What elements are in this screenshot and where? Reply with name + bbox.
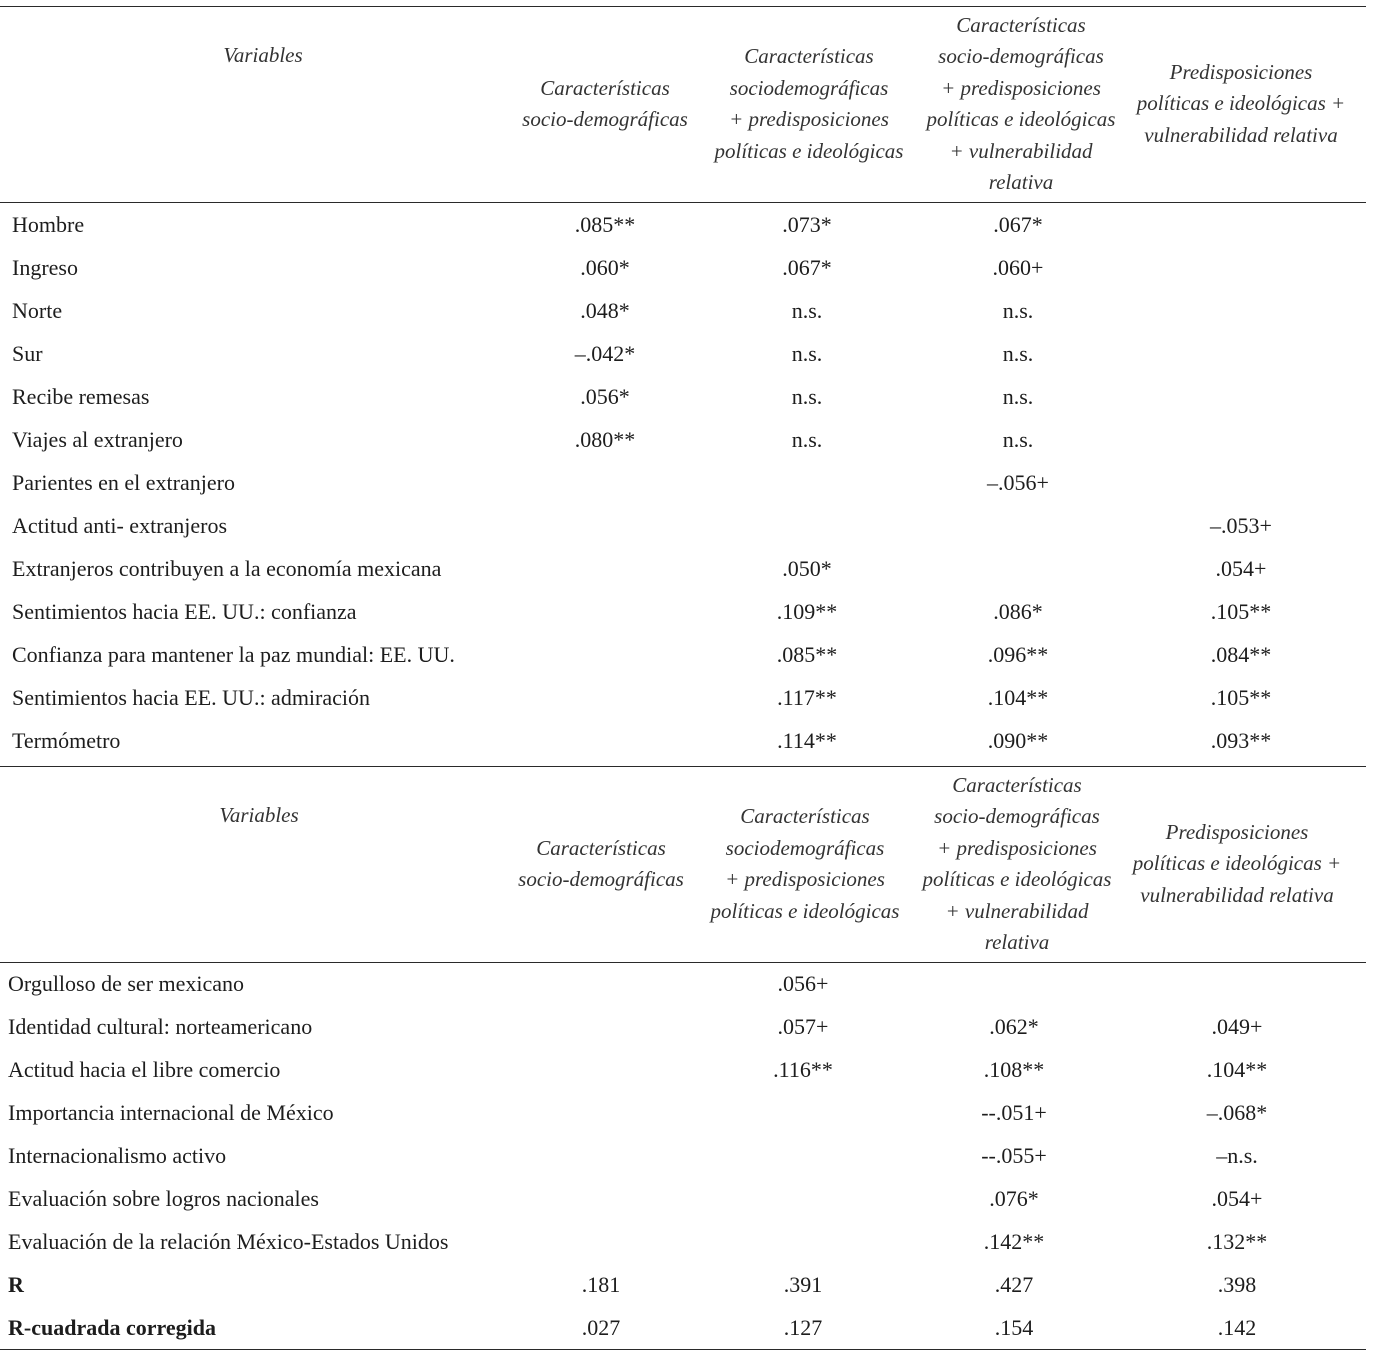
cell-col1: .060*	[580, 255, 630, 280]
row-label: Sentimientos hacia EE. UU.: confianza	[12, 599, 357, 624]
cell-col4: .105**	[1210, 685, 1272, 710]
stats-row-r-squared	[0, 1309, 1366, 1352]
header-line: socio-demográficas	[518, 867, 684, 891]
cell-col2: .391	[783, 1272, 823, 1297]
header-line: Características	[952, 772, 1082, 797]
header-col-political-plus-vulnerability	[1128, 6, 1354, 202]
header-line: + predisposiciones	[937, 835, 1097, 860]
row-label: Internacionalismo activo	[8, 1143, 227, 1168]
header-line: Características	[540, 75, 670, 100]
cell-col3: –.056+	[987, 470, 1049, 495]
row-label: R	[8, 1272, 24, 1297]
cell-col4: .142	[1217, 1315, 1257, 1340]
row-label: Recibe remesas	[12, 384, 150, 409]
table-row	[0, 1223, 1366, 1266]
cell-col4: .093**	[1210, 728, 1272, 753]
row-label: R-cuadrada corregida	[8, 1315, 216, 1340]
header-line: + vulnerabilidad	[945, 898, 1089, 923]
cell-col4: .049+	[1211, 1014, 1263, 1039]
cell-col3: .086*	[993, 599, 1043, 624]
cell-col3: .427	[994, 1272, 1034, 1297]
cell-col2: .114**	[777, 728, 837, 753]
header-line: políticas e ideológicas	[926, 107, 1116, 131]
cell-col3: .067*	[993, 212, 1043, 237]
header-line: Predisposiciones	[1169, 59, 1313, 84]
cell-col2: .116**	[773, 1057, 833, 1082]
cell-col1: .056*	[580, 384, 630, 409]
cell-col3: .076*	[989, 1186, 1039, 1211]
table-row	[0, 550, 1366, 593]
cell-col4: .084**	[1210, 642, 1272, 667]
row-label: Identidad cultural: norteamericano	[8, 1014, 313, 1039]
row-label: Actitud hacia el libre comercio	[8, 1057, 281, 1082]
header-line: + predisposiciones	[725, 867, 885, 891]
table-row	[0, 378, 1366, 421]
table-row	[0, 335, 1366, 378]
cell-col3: .108**	[983, 1057, 1045, 1082]
table-header	[0, 6, 1366, 202]
cell-col2: .117**	[777, 685, 837, 710]
cell-col2: .050*	[782, 556, 832, 581]
row-label: Evaluación sobre logros nacionales	[8, 1186, 319, 1211]
header-line: + vulnerabilidad	[949, 138, 1093, 163]
cell-col4: –.053+	[1210, 513, 1272, 538]
header-line: políticas e ideológicas +	[1132, 851, 1342, 876]
cell-col2: .085**	[776, 642, 838, 667]
row-label: Sentimientos hacia EE. UU.: admiración	[12, 685, 371, 710]
row-label: Viajes al extranjero	[12, 427, 183, 452]
cell-col2: n.s.	[791, 427, 823, 452]
header-col-sociodemographic	[500, 6, 710, 202]
table-row	[0, 636, 1366, 679]
cell-col2: .073*	[782, 212, 832, 237]
header-line: políticas e ideológicas	[922, 867, 1112, 891]
cell-col3: .060+	[992, 255, 1044, 280]
header-rule	[0, 202, 1366, 203]
cell-col3: --.051+	[981, 1100, 1047, 1125]
cell-col3: .142**	[983, 1229, 1045, 1254]
header-variables: Variables	[223, 43, 303, 67]
header-col-socio-plus-political	[706, 6, 912, 202]
cell-col4: –.068*	[1206, 1100, 1268, 1125]
row-label: Evaluación de la relación México-Estados Unidos	[8, 1229, 449, 1254]
table-row	[0, 507, 1366, 550]
header-variables: Variables	[219, 803, 299, 827]
header-line: políticas e ideológicas	[710, 898, 900, 923]
header-line: relativa	[984, 930, 1050, 954]
header-line: socio-demográficas	[522, 107, 688, 131]
cell-col2: n.s.	[791, 341, 823, 366]
table-row	[0, 1137, 1366, 1180]
cell-col1: .080**	[574, 427, 636, 452]
cell-col3: --.055+	[981, 1143, 1047, 1168]
header-line: políticas e ideológicas	[714, 138, 904, 163]
cell-col1: .048*	[580, 298, 630, 323]
cell-col3: n.s.	[1002, 298, 1034, 323]
table-row	[0, 1051, 1366, 1094]
table-row	[0, 292, 1366, 335]
table-row	[0, 965, 1366, 1008]
row-label: Norte	[12, 298, 63, 323]
header-col-socio-plus-political	[702, 766, 908, 962]
row-label: Termómetro	[12, 728, 121, 753]
cell-col2: .109**	[776, 599, 838, 624]
header-line: Predisposiciones	[1165, 819, 1309, 844]
bottom-rule	[0, 1349, 1366, 1350]
header-col-full-model	[916, 6, 1126, 202]
cell-col2: .127	[783, 1315, 823, 1340]
cell-col4: .132**	[1206, 1229, 1268, 1254]
table-row	[0, 679, 1366, 722]
header-line: socio-demográficas	[934, 804, 1100, 828]
cell-col3: n.s.	[1002, 427, 1034, 452]
row-label: Sur	[12, 341, 43, 366]
cell-col1: .027	[581, 1315, 621, 1340]
header-col-sociodemographic	[496, 766, 706, 962]
table-row	[0, 421, 1366, 464]
cell-col2: n.s.	[791, 384, 823, 409]
header-line: políticas e ideológicas +	[1136, 91, 1346, 116]
cell-col4: .054+	[1215, 556, 1267, 581]
table-row	[0, 206, 1366, 249]
row-label: Importancia internacional de México	[8, 1100, 334, 1125]
row-label: Extranjeros contribuyen a la economía mexicana	[12, 556, 442, 581]
row-label: Actitud anti- extranjeros	[12, 513, 228, 538]
table-row	[0, 464, 1366, 507]
header-col-full-model	[912, 766, 1122, 962]
cell-col3: .104**	[987, 685, 1049, 710]
table-row	[0, 593, 1366, 636]
header-line: sociodemográficas	[725, 835, 885, 860]
header-line: Características	[744, 44, 874, 68]
cell-col4: .398	[1217, 1272, 1257, 1297]
stats-row-r	[0, 1266, 1366, 1309]
header-line: + predisposiciones	[941, 75, 1101, 100]
header-line: vulnerabilidad relativa	[1144, 122, 1338, 147]
header-line: vulnerabilidad relativa	[1140, 882, 1334, 907]
cell-col3: .154	[994, 1315, 1034, 1340]
cell-col4: –n.s.	[1216, 1143, 1258, 1168]
header-line: Características	[956, 12, 1086, 37]
table-row	[0, 249, 1366, 292]
cell-col4: .104**	[1206, 1057, 1268, 1082]
cell-col1: .181	[581, 1272, 621, 1297]
header-line: + predisposiciones	[729, 107, 889, 131]
row-label: Ingreso	[12, 255, 78, 280]
row-label: Hombre	[12, 212, 85, 237]
table-row	[0, 1094, 1366, 1137]
row-label: Confianza para mantener la paz mundial: EE. UU.	[12, 642, 455, 667]
table-header	[0, 766, 1366, 962]
header-col-political-plus-vulnerability	[1124, 766, 1350, 962]
cell-col2: .056+	[777, 971, 829, 996]
header-line: Características	[536, 835, 666, 860]
header-line: Características	[740, 804, 870, 828]
row-label: Parientes en el extranjero	[12, 470, 235, 495]
header-line: socio-demográficas	[938, 44, 1104, 68]
cell-col3: .062*	[989, 1014, 1039, 1039]
cell-col3: n.s.	[1002, 384, 1034, 409]
header-rule	[0, 962, 1366, 963]
header-line: sociodemográficas	[729, 75, 889, 100]
cell-col1: .085**	[574, 212, 636, 237]
cell-col1: –.042*	[574, 341, 636, 366]
table-row	[0, 722, 1366, 765]
cell-col2: n.s.	[791, 298, 823, 323]
header-line: relativa	[988, 170, 1054, 194]
row-label: Orgulloso de ser mexicano	[8, 971, 245, 996]
cell-col3: .096**	[987, 642, 1049, 667]
cell-col3: n.s.	[1002, 341, 1034, 366]
cell-col2: .057+	[777, 1014, 829, 1039]
table-row	[0, 1180, 1366, 1223]
table-row	[0, 1008, 1366, 1051]
cell-col4: .054+	[1211, 1186, 1263, 1211]
cell-col3: .090**	[987, 728, 1049, 753]
cell-col4: .105**	[1210, 599, 1272, 624]
cell-col2: .067*	[782, 255, 832, 280]
